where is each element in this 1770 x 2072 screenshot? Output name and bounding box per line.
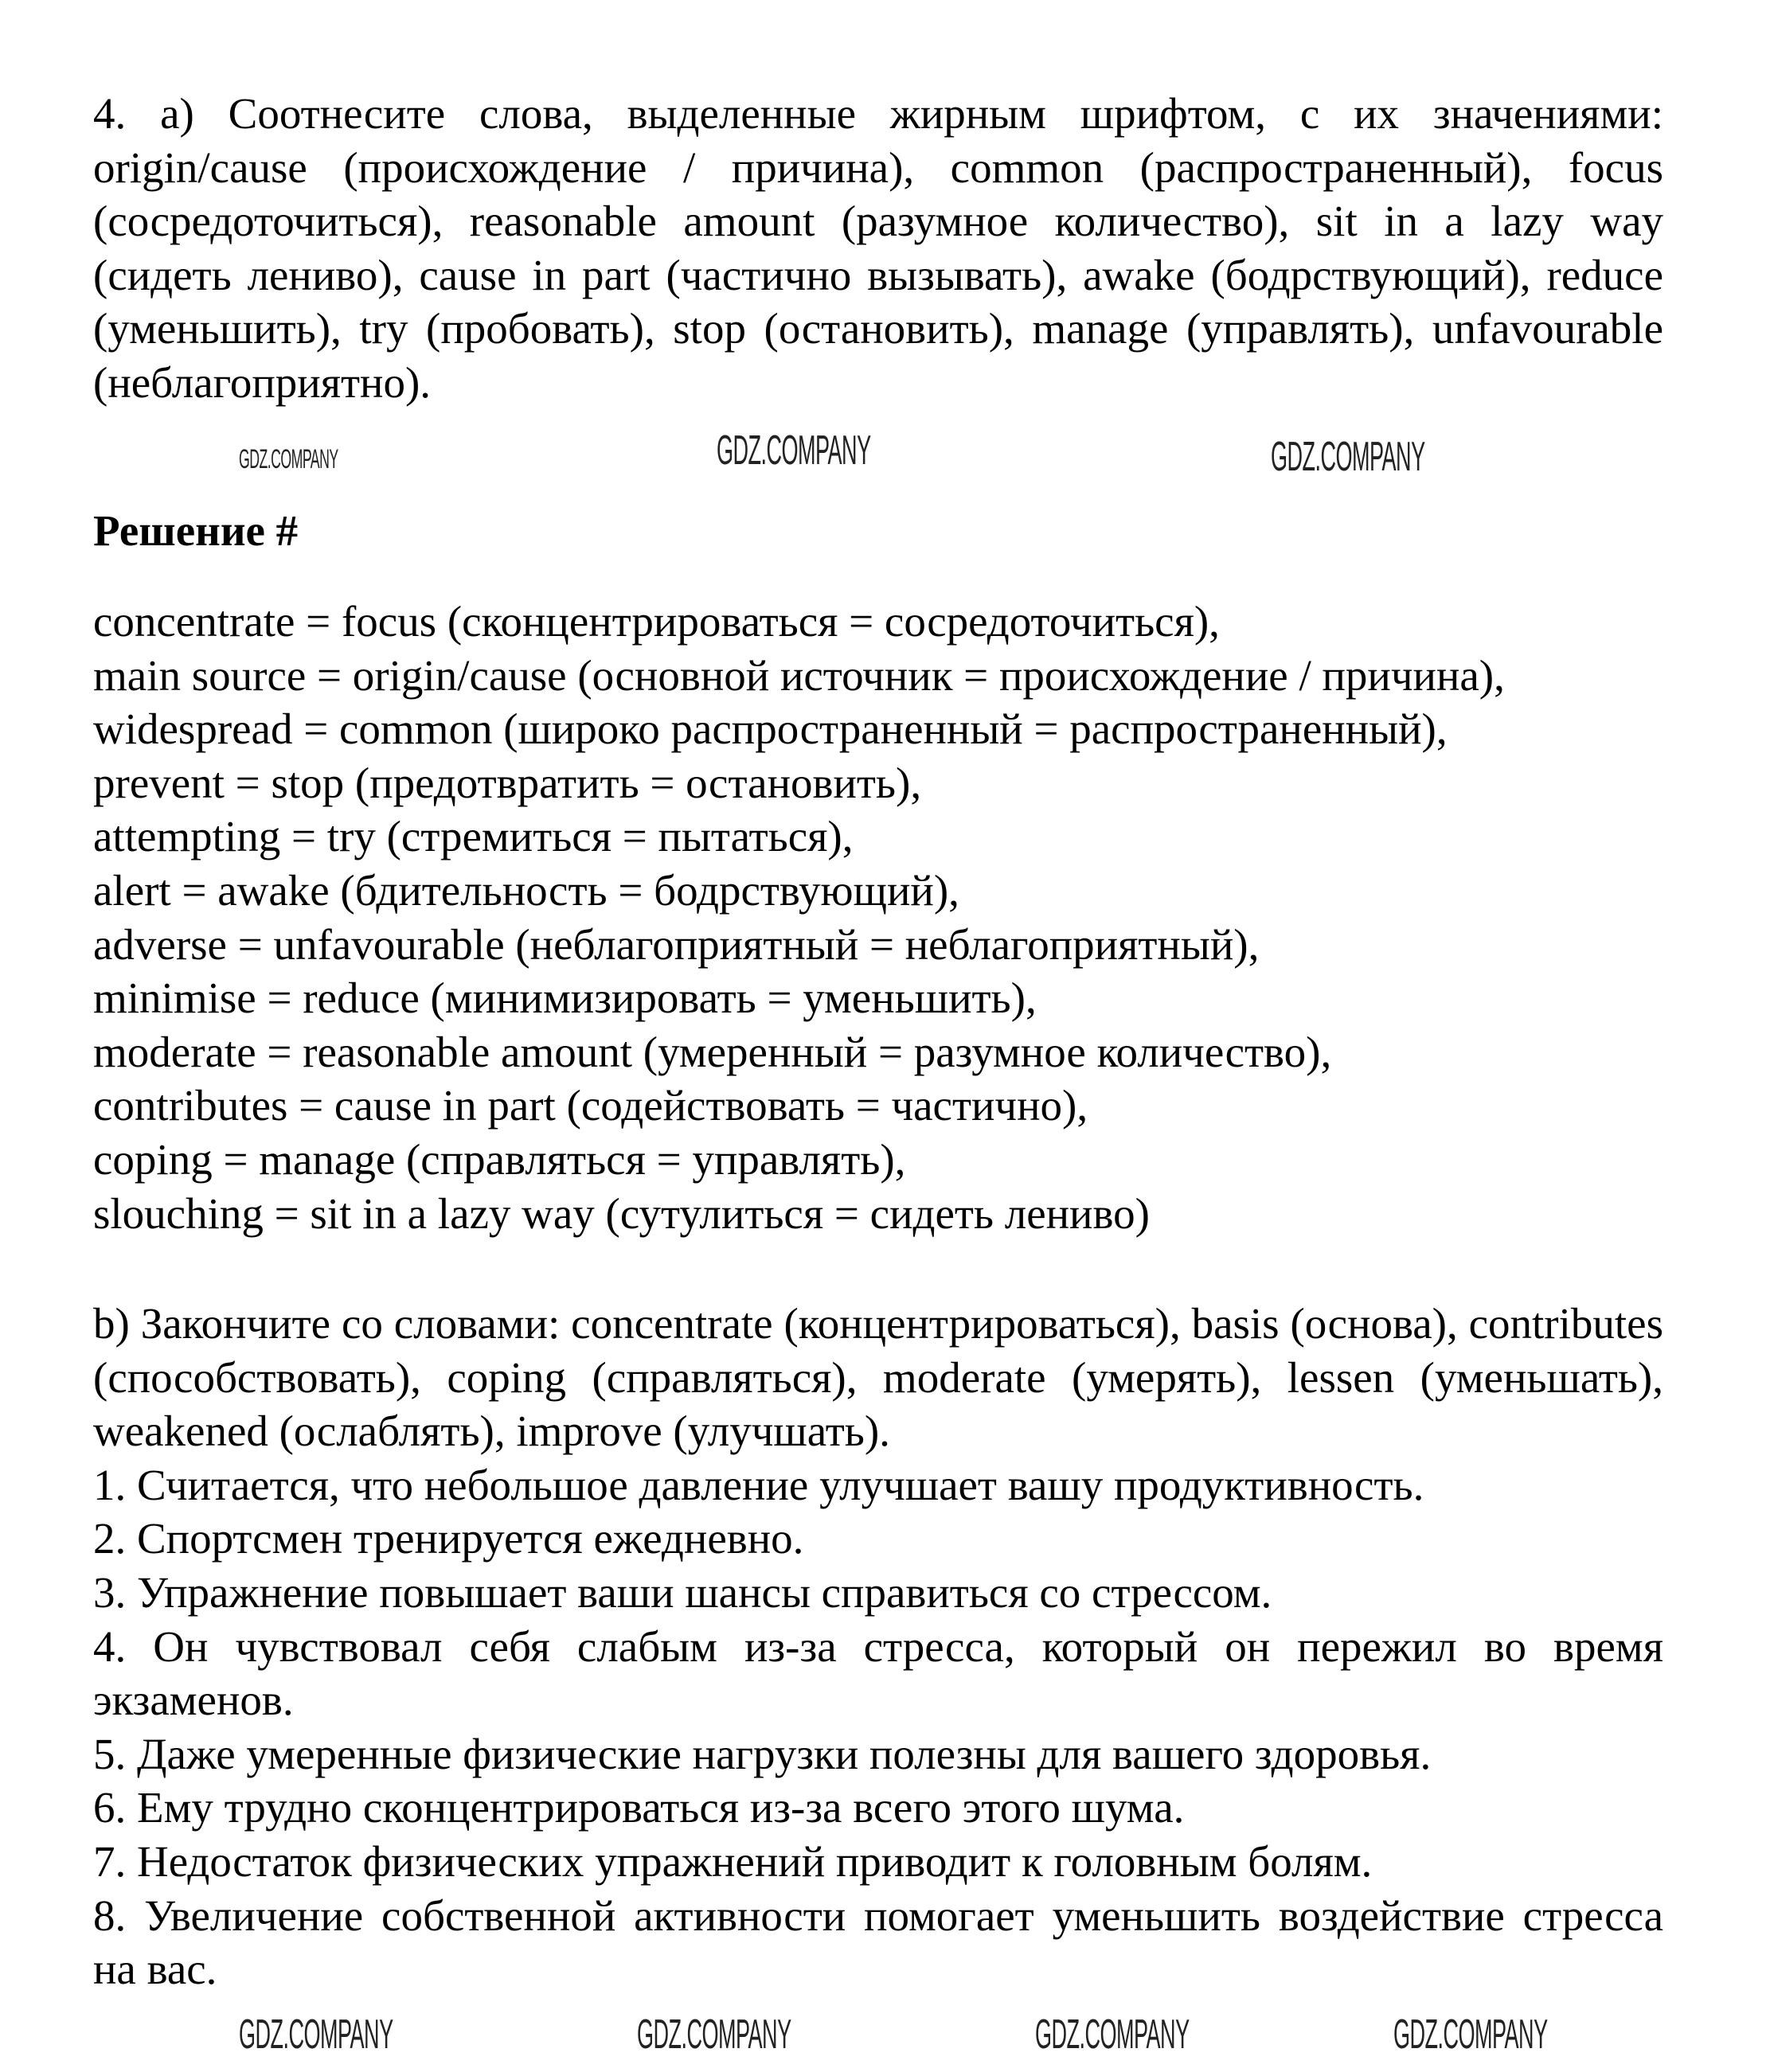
matches-list xyxy=(93,595,1663,1240)
sentence-item: 4. Он чувствовал себя слабым из-за стресса, который он пережил во время экзаменов. xyxy=(93,1621,1663,1725)
part-b xyxy=(93,1297,1663,1996)
match-item: attempting = try (стремиться = пытаться), xyxy=(93,812,854,861)
match-item: prevent = stop (предотвратить = остановить), xyxy=(93,758,922,807)
watermark: GDZ.COMPANY xyxy=(717,427,871,474)
match-item: moderate = reasonable amount (умеренный = разумное количество), xyxy=(93,1027,1332,1076)
match-item: alert = awake (бдительность = бодрствующий), xyxy=(93,865,959,915)
watermark: GDZ.COMPANY xyxy=(1271,434,1425,480)
watermark: GDZ.COMPANY xyxy=(1393,2012,1548,2058)
sentence-item: 2. Спортсмен тренируется ежедневно. xyxy=(93,1514,804,1563)
watermark: GDZ.COMPANY xyxy=(239,444,338,474)
part-b-intro: b) Закончите со словами: concentrate (концентрироваться), basis (основа), contributes (способствовать), coping (справляться), moderate (умерять), lessen (уменьшать), weakened (ослаблять), improve (улучшать). xyxy=(93,1299,1663,1456)
match-item: concentrate = focus (сконцентрироваться = сосредоточиться), xyxy=(93,597,1220,646)
sentence-item: 6. Ему трудно сконцентрироваться из-за всего этого шума. xyxy=(93,1783,1185,1832)
watermark: GDZ.COMPANY xyxy=(239,2012,393,2058)
match-item: adverse = unfavourable (неблагоприятный = неблагоприятный), xyxy=(93,919,1260,969)
sentence-item: 3. Упражнение повышает ваши шансы справиться со стрессом. xyxy=(93,1567,1272,1617)
match-item: minimise = reduce (минимизировать = уменьшить), xyxy=(93,974,1037,1023)
match-item: main source = origin/cause (основной источник = происхождение / причина), xyxy=(93,650,1505,700)
match-item: coping = manage (справляться = управлять), xyxy=(93,1134,906,1184)
watermark: GDZ.COMPANY xyxy=(637,2012,791,2058)
match-item: slouching = sit in a lazy way (сутулиться = сидеть лениво) xyxy=(93,1188,1150,1238)
sentence-item: 1. Считается, что небольшое давление улучшает вашу продуктивность. xyxy=(93,1460,1424,1509)
match-item: widespread = common (широко распространенный = распространенный), xyxy=(93,704,1448,754)
task-intro: 4. a) Соотнесите слова, выделенные жирным шрифтом, с их значениями: origin/cause (происхождение / причина), common (распространенный), focus (сосредоточиться), reasonable amount (разумное количество), sit in a lazy way (сидеть лениво), cause in part (частично вызывать), awake (бодрствующий), reduce (уменьшить), try (пробовать), stop (остановить), manage (управлять), unfavourable (неблагоприятно). xyxy=(93,89,1663,407)
sentence-item: 7. Недостаток физических упражнений приводит к головным болям. xyxy=(93,1836,1373,1886)
watermark: GDZ.COMPANY xyxy=(1035,2012,1190,2058)
solution-heading: Решение # xyxy=(93,506,299,555)
sentence-item: 5. Даже умеренные физические нагрузки полезны для вашего здоровья. xyxy=(93,1729,1432,1778)
sentence-item: 8. Увеличение собственной активности помогает уменьшить воздействие стресса на вас. xyxy=(93,1891,1663,1994)
match-item: contributes = cause in part (содействовать = частично), xyxy=(93,1081,1088,1130)
